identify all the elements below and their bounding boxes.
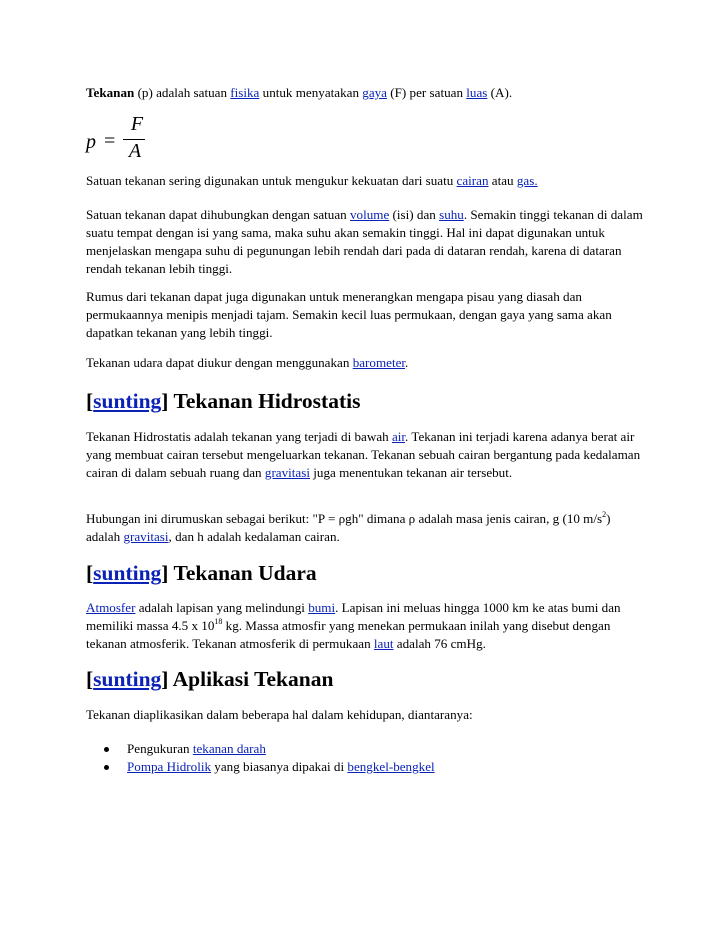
paragraph-formula-hidrostatis (86, 510, 646, 546)
text: (A). (487, 85, 513, 100)
link-gravitasi-2[interactable]: gravitasi (123, 529, 169, 544)
paragraph-udara (86, 599, 646, 653)
link-bengkel[interactable]: bengkel-bengkel (347, 759, 435, 774)
formula-equals: = (104, 130, 116, 152)
paragraph-volume-temperature (86, 206, 646, 278)
text: Pengukuran (127, 741, 193, 756)
term-bold: Tekanan (86, 85, 135, 100)
text: (isi) dan (389, 207, 440, 222)
superscript: 2 (602, 509, 607, 519)
formula-lhs: p (86, 131, 96, 153)
pressure-formula (84, 113, 154, 163)
text: yang biasanya dipakai di (211, 759, 348, 774)
link-cairan[interactable]: cairan (456, 173, 489, 188)
paragraph-barometer (86, 354, 646, 372)
heading-text: Aplikasi Tekanan (168, 667, 334, 691)
text: Tekanan Hidrostatis adalah tekanan yang terjadi di bawah (86, 429, 392, 444)
edit-link[interactable]: sunting (93, 389, 162, 413)
link-laut[interactable]: laut (373, 636, 394, 651)
bullet-icon (104, 747, 109, 752)
link-gas[interactable]: gas. (516, 173, 538, 188)
link-tekanan-darah[interactable]: tekanan darah (192, 741, 266, 756)
text: . Tekanan ini terjadi karena adanya berat air yang membuat cairan tersebut mengeluarkan tekanan. Tekanan sebuah cairan bergantung pada kedalaman cairan di dalam sebuah ruang dan (86, 429, 641, 480)
text: . (405, 355, 409, 370)
link-atmosfer[interactable]: Atmosfer (86, 600, 136, 615)
heading-text: Tekanan Hidrostatis (168, 389, 361, 413)
superscript: 18 (214, 616, 223, 626)
text: . Semakin tinggi tekanan di dalam suatu tempat dengan isi yang sama, maka suhu akan semakin tinggi. Hal ini dapat digunakan untuk menjelaskan mengapa suhu di pegunungan lebih rendah dari pada di dataran rendah, karena di dataran rendah tekanan lebih tinggi. (86, 207, 643, 276)
heading-hidrostatis: [sunting] Tekanan Hidrostatis (86, 389, 361, 413)
heading-text: Tekanan Udara (168, 561, 317, 585)
heading-aplikasi: [sunting] Aplikasi Tekanan (86, 667, 334, 691)
link-gaya[interactable]: gaya (362, 85, 387, 100)
paragraph-knife: Rumus dari tekanan dapat juga digunakan untuk menerangkan mengapa pisau yang diasah dan permukaannya menipis menjadi tajam. Semakin kecil luas permukaan, dengan gaya yang sama akan dapatkan tekanan yang lebih tinggi. (86, 289, 612, 340)
applications-list (86, 740, 646, 776)
text: . Lapisan ini meluas hingga 1000 km ke atas bumi dan memiliki massa 4.5 x 10 (86, 600, 621, 633)
text: (p) adalah satuan (134, 85, 231, 100)
link-bumi[interactable]: bumi (308, 600, 336, 615)
link-gravitasi[interactable]: gravitasi (264, 465, 310, 480)
list-item (86, 740, 646, 758)
link-luas[interactable]: luas (466, 85, 488, 100)
edit-link[interactable]: sunting (93, 561, 162, 585)
text: Tekanan udara dapat diukur dengan menggunakan (86, 355, 353, 370)
list-item (86, 758, 646, 776)
formula-denominator: A (128, 140, 142, 162)
text: Satuan tekanan sering digunakan untuk mengukur kekuatan dari suatu (86, 173, 457, 188)
paragraph-aplikasi: Tekanan diaplikasikan dalam beberapa hal dalam kehidupan, diantaranya: (86, 707, 473, 722)
paragraph-units (86, 172, 646, 190)
text: Satuan tekanan dapat dihubungkan dengan satuan (86, 207, 350, 222)
text: atau (488, 173, 517, 188)
text: Hubungan ini dirumuskan sebagai berikut: "P = ρgh" dimana ρ adalah masa jenis cairan, g (10 m/s (86, 511, 603, 526)
text: , dan h adalah kedalaman cairan. (168, 529, 340, 544)
edit-link[interactable]: sunting (93, 667, 162, 691)
text: ) adalah (86, 511, 611, 544)
text: (F) per satuan (387, 85, 467, 100)
paragraph-hidrostatis (86, 428, 646, 482)
heading-udara: [sunting] Tekanan Udara (86, 561, 317, 585)
intro-paragraph (86, 84, 646, 102)
text: adalah 76 cmHg. (393, 636, 486, 651)
text: juga menentukan tekanan air tersebut. (309, 465, 513, 480)
link-volume[interactable]: volume (349, 207, 390, 222)
link-barometer[interactable]: barometer (352, 355, 406, 370)
link-suhu[interactable]: suhu (439, 207, 464, 222)
bullet-icon (104, 765, 109, 770)
link-fisika[interactable]: fisika (230, 85, 260, 100)
link-pompa-hidrolik[interactable]: Pompa Hidrolik (127, 759, 212, 774)
formula-numerator: F (130, 113, 144, 135)
text: kg. Massa atmosfir yang menekan permukaan inilah yang disebut dengan tekanan atmosferik. Tekanan atmosferik di permukaan (86, 618, 611, 651)
text: untuk menyatakan (259, 85, 363, 100)
link-air[interactable]: air (391, 429, 406, 444)
text: adalah lapisan yang melindungi (135, 600, 309, 615)
